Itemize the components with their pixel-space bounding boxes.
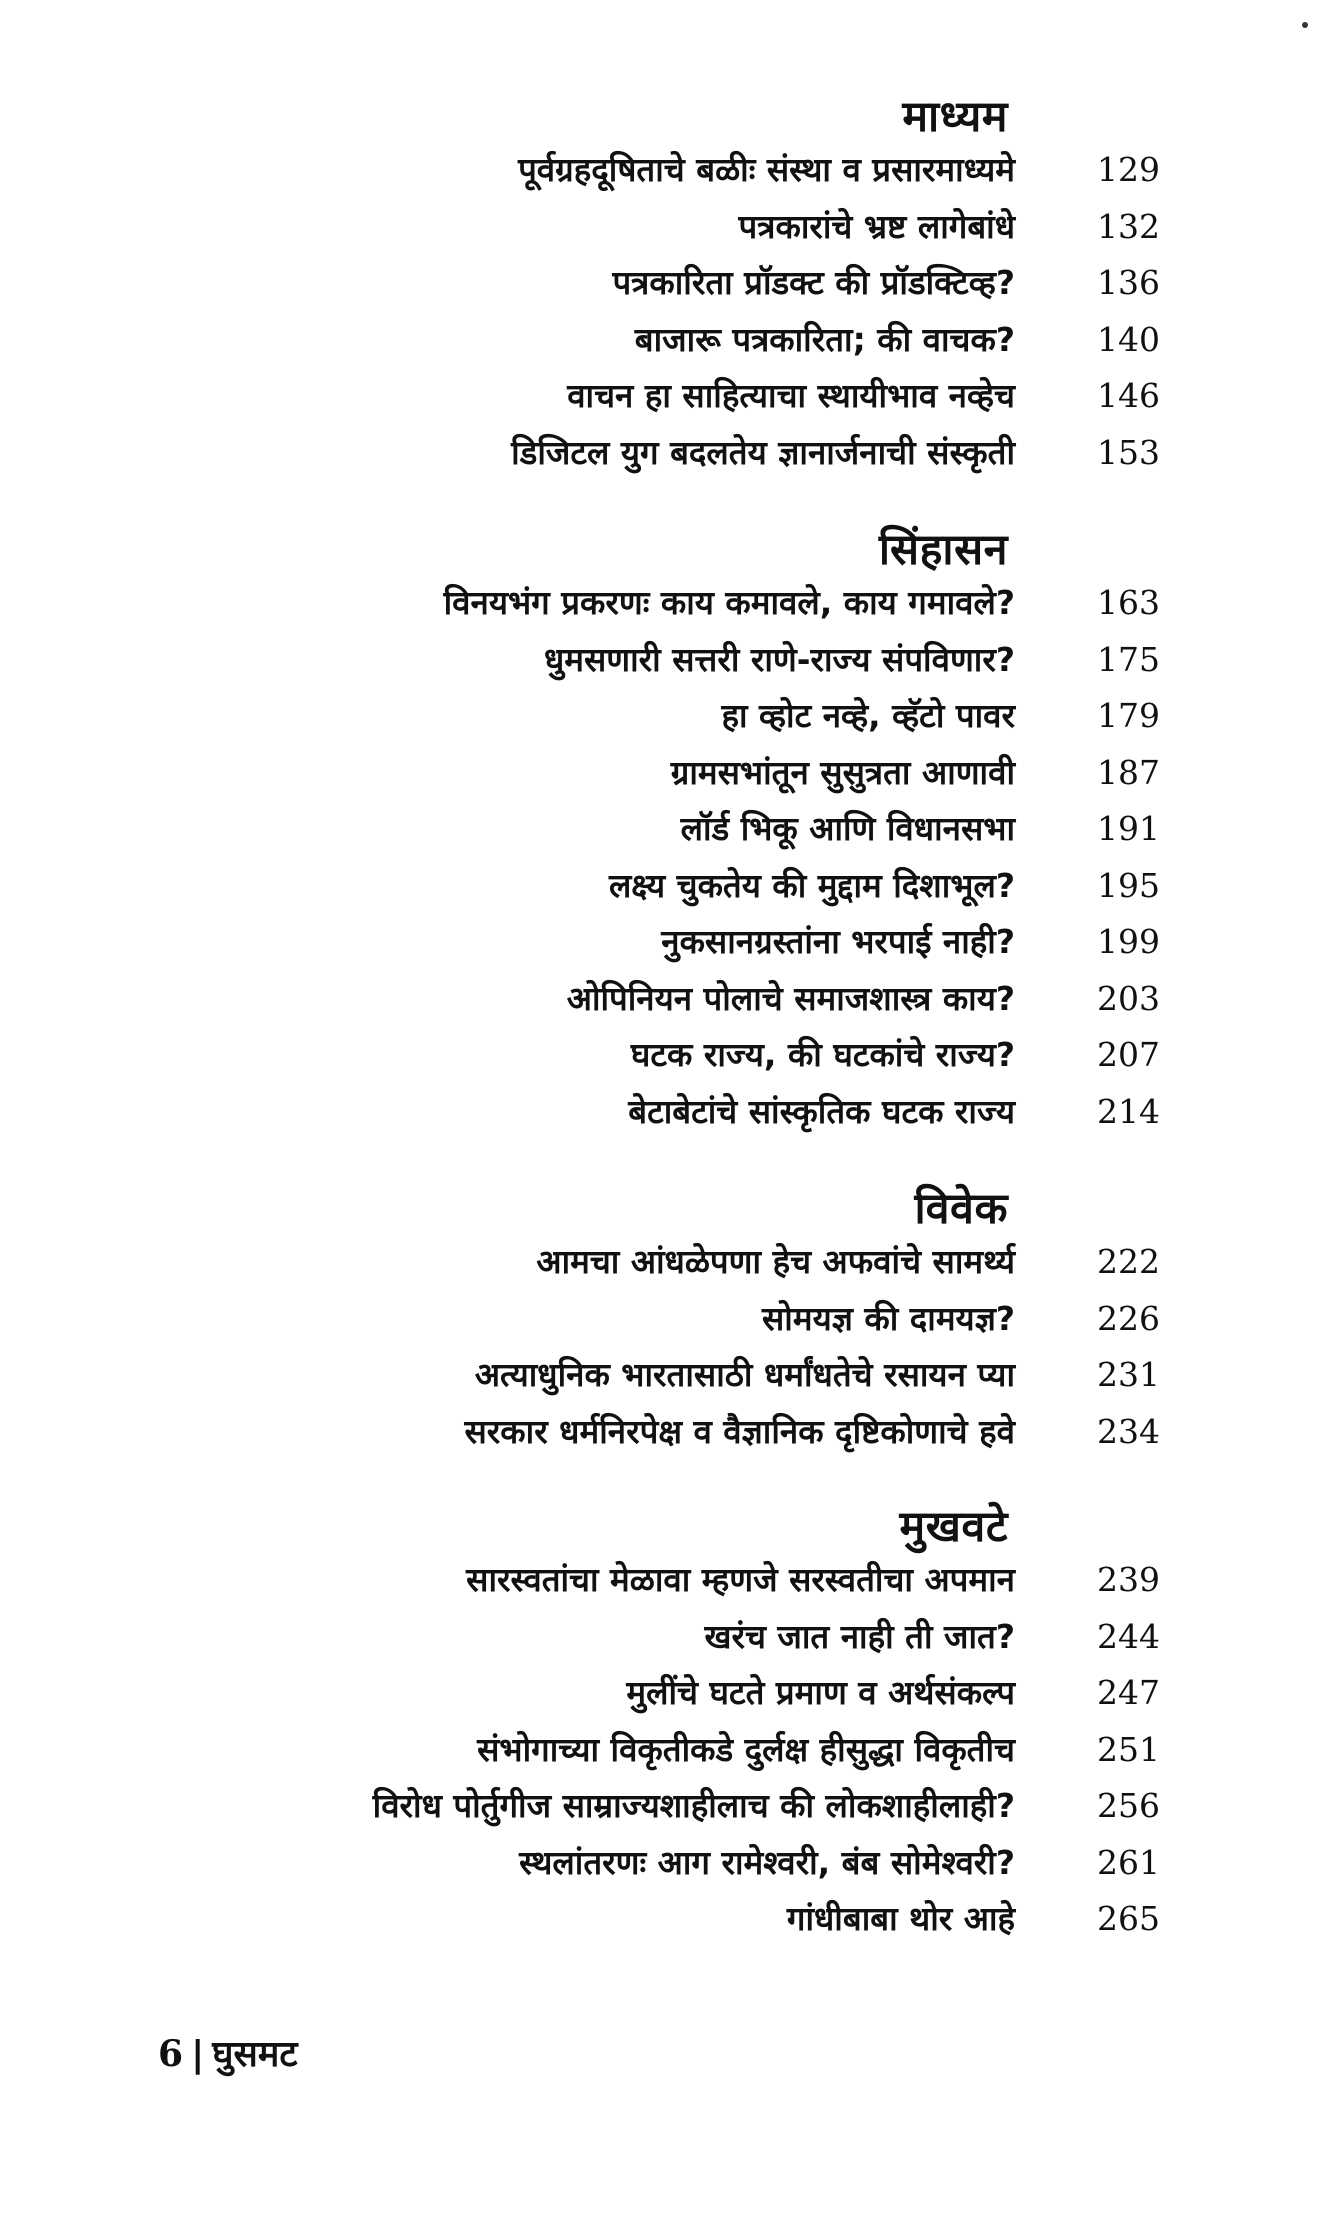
toc-entry-list (0, 1554, 1322, 1950)
table-of-contents (0, 90, 1322, 1950)
corner-mark (1302, 22, 1308, 28)
toc-section (0, 1500, 1322, 1950)
toc-entry-title: खरंच जात नाही ती जात? (704, 1616, 1015, 1656)
toc-entry-page-number: 191 (1097, 809, 1160, 848)
toc-entry-title: अत्याधुनिक भारतासाठी धर्मांधतेचे रसायन प्या (474, 1355, 1015, 1394)
toc-entry (0, 747, 1322, 804)
toc-entry-list (0, 577, 1322, 1142)
toc-entry-title: ग्रामसभांतून सुसुत्रता आणावी (670, 752, 1015, 792)
toc-entry-page-number: 140 (1097, 319, 1160, 359)
toc-entry (0, 314, 1322, 371)
toc-entry-title: सोमयज्ञ की दामयज्ञ? (762, 1298, 1015, 1338)
page-footer (158, 2030, 298, 2079)
toc-entry-page-number: 234 (1097, 1411, 1160, 1451)
toc-entry-page-number: 153 (1097, 432, 1160, 472)
toc-entry (0, 1406, 1322, 1463)
toc-entry (0, 634, 1322, 691)
toc-entry (0, 1837, 1322, 1894)
toc-entry (0, 1293, 1322, 1350)
toc-entry-page-number: 195 (1097, 865, 1160, 905)
toc-entry-title: आमचा आंधळेपणा हेच अफवांचे सामर्थ्य (536, 1242, 1015, 1281)
toc-entry (0, 577, 1322, 634)
footer-page-number: 6 (158, 2033, 184, 2075)
toc-entry-page-number: 261 (1097, 1842, 1160, 1882)
section-title: मुखवटे (899, 1502, 1008, 1552)
toc-entry-title: विरोध पोर्तुगीज साम्राज्यशाहीलाच की लोकशाहीलाही? (372, 1786, 1015, 1825)
toc-section (0, 1182, 1322, 1462)
toc-entry-page-number: 207 (1097, 1035, 1160, 1074)
toc-entry-title: डिजिटल युग बदलतेय ज्ञानार्जनाची संस्कृती (511, 432, 1015, 472)
toc-entry (0, 1554, 1322, 1611)
toc-entry-title: संभोगाच्या विकृतीकडे दुर्लक्ष हीसुद्धा विकृतीच (477, 1729, 1015, 1769)
toc-entry-title: लॉर्ड भिकू आणि विधानसभा (680, 809, 1015, 848)
toc-entry (0, 803, 1322, 860)
toc-entry-page-number: 214 (1097, 1091, 1160, 1131)
toc-entry-title: धुमसणारी सत्तरी राणे-राज्य संपविणार? (543, 639, 1015, 679)
toc-entry-page-number: 132 (1097, 206, 1160, 246)
toc-entry (0, 1611, 1322, 1668)
toc-entry (0, 860, 1322, 917)
toc-entry-page-number: 244 (1097, 1616, 1160, 1656)
footer-separator: | (191, 2034, 205, 2075)
toc-entry (0, 916, 1322, 973)
toc-entry (0, 257, 1322, 314)
toc-entry (0, 1029, 1322, 1086)
toc-entry-page-number: 175 (1097, 639, 1160, 679)
toc-entry-page-number: 163 (1097, 583, 1160, 622)
toc-entry-title: घटक राज्य, की घटकांचे राज्य? (630, 1035, 1015, 1074)
toc-entry-page-number: 226 (1097, 1298, 1160, 1338)
section-title: माध्यम (902, 92, 1008, 142)
section-title: सिंहासन (878, 525, 1008, 575)
toc-entry-page-number: 247 (1097, 1673, 1160, 1712)
toc-entry (0, 690, 1322, 747)
toc-entry-title: पत्रकारांचे भ्रष्ट लागेबांधे (738, 206, 1015, 246)
toc-entry (0, 427, 1322, 484)
toc-entry-title: विनयभंग प्रकरणः काय कमावले, काय गमावले? (443, 583, 1015, 622)
toc-entry-page-number: 146 (1097, 376, 1160, 415)
toc-entry-page-number: 203 (1097, 978, 1160, 1018)
toc-entry-page-number: 222 (1097, 1242, 1160, 1281)
toc-entry-page-number: 187 (1097, 752, 1160, 792)
toc-entry-page-number: 256 (1097, 1786, 1160, 1825)
toc-entry (0, 973, 1322, 1030)
toc-entry (0, 201, 1322, 258)
toc-entry-title: मुलींचे घटते प्रमाण व अर्थसंकल्प (626, 1673, 1015, 1712)
toc-entry-title: बेटाबेटांचे सांस्कृतिक घटक राज्य (628, 1091, 1015, 1131)
toc-entry-page-number: 136 (1097, 263, 1160, 302)
toc-entry-page-number: 179 (1097, 696, 1160, 735)
toc-entry-page-number: 199 (1097, 922, 1160, 961)
toc-entry-page-number: 251 (1097, 1729, 1160, 1769)
toc-entry-title: नुकसानग्रस्तांना भरपाई नाही? (661, 922, 1015, 961)
toc-entry-title: पत्रकारिता प्रॉडक्ट की प्रॉडक्टिव्ह? (612, 263, 1015, 302)
toc-entry-title: सरकार धर्मनिरपेक्ष व वैज्ञानिक दृष्टिकोणाचे हवे (464, 1411, 1015, 1451)
toc-entry-title: सारस्वतांचा मेळावा म्हणजे सरस्वतीचा अपमान (466, 1560, 1015, 1599)
toc-entry-title: स्थलांतरणः आग रामेश्वरी, बंब सोमेश्वरी? (519, 1842, 1015, 1882)
toc-section (0, 90, 1322, 483)
toc-entry-title: हा व्होट नव्हे, व्हॅटो पावर (721, 696, 1015, 735)
toc-entry (0, 1236, 1322, 1293)
toc-entry (0, 1667, 1322, 1724)
toc-entry-title: वाचन हा साहित्याचा स्थायीभाव नव्हेच (567, 376, 1015, 415)
toc-entry-title: बाजारू पत्रकारिता; की वाचक? (634, 319, 1015, 359)
toc-entry (0, 144, 1322, 201)
toc-section (0, 523, 1322, 1142)
toc-entry-list (0, 1236, 1322, 1462)
toc-entry (0, 1780, 1322, 1837)
toc-entry-page-number: 231 (1097, 1355, 1160, 1394)
toc-entry (0, 1724, 1322, 1781)
footer-book-title: घुसमट (212, 2034, 298, 2075)
toc-entry (0, 1086, 1322, 1143)
toc-entry-title: गांधीबाबा थोर आहे (786, 1899, 1015, 1938)
toc-entry-title: लक्ष्य चुकतेय की मुद्दाम दिशाभूल? (608, 865, 1015, 905)
toc-entry (0, 370, 1322, 427)
toc-entry-title: पूर्वग्रहदूषिताचे बळीः संस्था व प्रसारमाध्यमे (518, 150, 1015, 189)
toc-entry-title: ओपिनियन पोलाचे समाजशास्त्र काय? (566, 978, 1015, 1018)
toc-entry-page-number: 129 (1097, 150, 1160, 189)
toc-entry-page-number: 265 (1097, 1899, 1160, 1938)
toc-entry-list (0, 144, 1322, 483)
section-title: विवेक (914, 1184, 1008, 1234)
toc-entry (0, 1893, 1322, 1950)
toc-entry-page-number: 239 (1097, 1560, 1160, 1599)
toc-entry (0, 1349, 1322, 1406)
